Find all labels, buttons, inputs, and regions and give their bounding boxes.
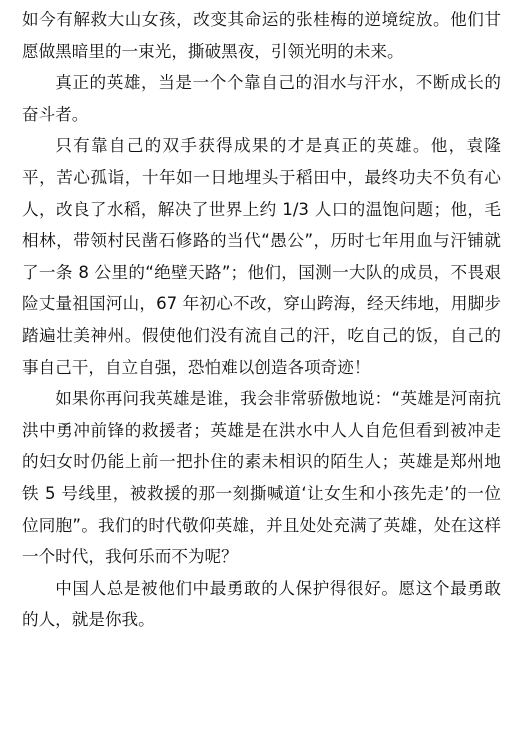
paragraph-hero-examples: 只有靠自己的双手获得成果的才是真正的英雄。他，袁隆平，苦心孤诣，十年如一日地埋头于稻田中，最终功夫不负有心人，改良了水稻，解决了世界上约 1/3 人口的温饱问题；他，毛相林，带领村民凿石修路的当代“愚公”，历时七年用血与汗铺就了一条 8 公里的“绝壁天路”；他们，国测一大队的成员，不畏艰险丈量祖国河山，67 年初心不改，穿山跨海，经天纬地，用脚步踏遍壮美神州。假使他们没有流自己的汗，吃自己的饭，自己的事自己干，自立自强，恐怕难以创造各项奇迹！ (22, 136, 501, 377)
paragraph-true-hero-definition: 真正的英雄，当是一个个靠自己的泪水与汗水，不断成长的奋斗者。 (22, 73, 501, 124)
paragraph-conclusion: 中国人总是被他们中最勇敢的人保护得很好。愿这个最勇敢的人，就是你我。 (22, 578, 501, 630)
paragraph-zhang-guimei: 如今有解救大山女孩，改变其命运的张桂梅的逆境绽放。他们甘愿做黑暗里的一束光，撕破黑夜，引领光明的未来。 (22, 10, 501, 61)
paragraph-who-is-hero: 如果你再问我英雄是谁，我会非常骄傲地说：“英雄是河南抗洪中勇冲前锋的救援者；英雄是在洪水中人人自危但看到被冲走的妇女时仍能上前一把扑住的素未相识的陌生人；英雄是郑州地铁 5 号线里，被救援的那一刻撕喊道‘让女生和小孩先走’的一位位同胞”。我们的时代敬仰英雄，并且处处充满了英雄，处在这样一个时代，我何乐而不为呢？ (22, 389, 501, 567)
